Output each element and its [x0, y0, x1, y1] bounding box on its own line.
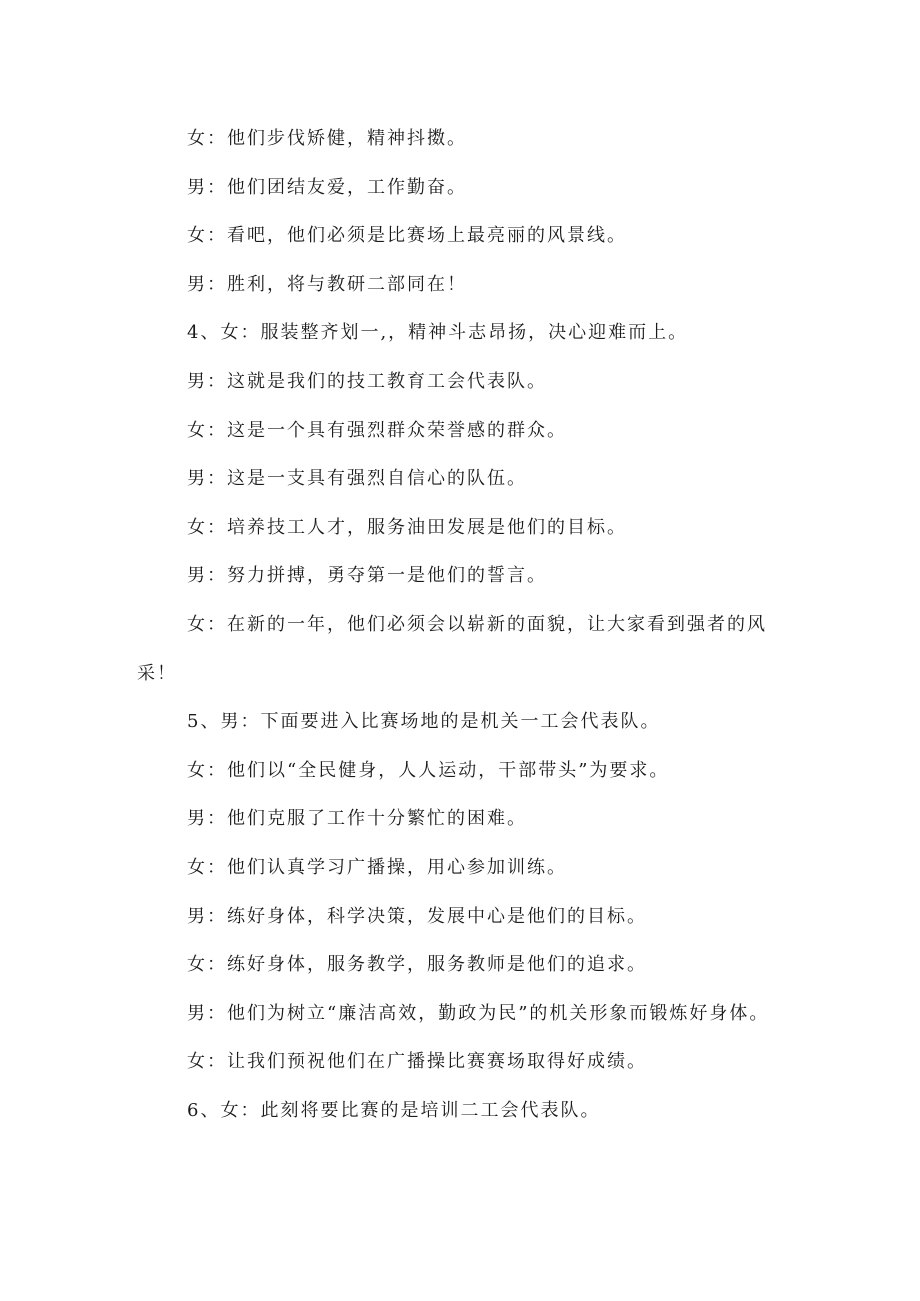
paragraph: 女：让我们预祝他们在广播操比赛赛场取得好成绩。	[187, 1051, 647, 1073]
paragraph: 女：培养技工人才，服务油田发展是他们的目标。	[187, 516, 627, 538]
paragraph: 女：他们认真学习广播操，用心参加训练。	[187, 856, 567, 878]
paragraph: 4、女：服装整齐划一,，精神斗志昂扬，决心迎难而上。	[187, 322, 689, 344]
paragraph: 男：他们为树立“廉洁高效，勤政为民”的机关形象而锻炼好身体。	[187, 1002, 770, 1024]
paragraph: 5、男：下面要进入比赛场地的是机关一工会代表队。	[187, 711, 661, 733]
paragraph: 男：这就是我们的技工教育工会代表队。	[187, 370, 547, 392]
paragraph: 6、女：此刻将要比赛的是培训二工会代表队。	[187, 1099, 601, 1121]
paragraph: 男：他们团结友爱，工作勤奋。	[187, 176, 467, 198]
paragraph: 女：在新的一年，他们必须会以崭新的面貌，让大家看到强者的风采！	[137, 613, 767, 684]
paragraph: 男：练好身体，科学决策，发展中心是他们的目标。	[187, 905, 647, 927]
paragraph: 男：胜利，将与教研二部同在！	[187, 273, 467, 295]
paragraph: 女：他们以“全民健身，人人运动，干部带头”为要求。	[187, 759, 670, 781]
paragraph: 男：努力拼搏，勇夺第一是他们的誓言。	[187, 565, 547, 587]
paragraph: 女：这是一个具有强烈群众荣誉感的群众。	[187, 419, 567, 441]
paragraph: 男：这是一支具有强烈自信心的队伍。	[187, 468, 527, 490]
document-body	[137, 115, 777, 1135]
paragraph: 女：看吧，他们必须是比赛场上最亮丽的风景线。	[187, 225, 627, 247]
paragraph: 女：练好身体，服务教学，服务教师是他们的追求。	[187, 954, 647, 976]
paragraph: 女：他们步伐矫健，精神抖擞。	[187, 128, 467, 149]
paragraph: 男：他们克服了工作十分繁忙的困难。	[187, 808, 527, 830]
